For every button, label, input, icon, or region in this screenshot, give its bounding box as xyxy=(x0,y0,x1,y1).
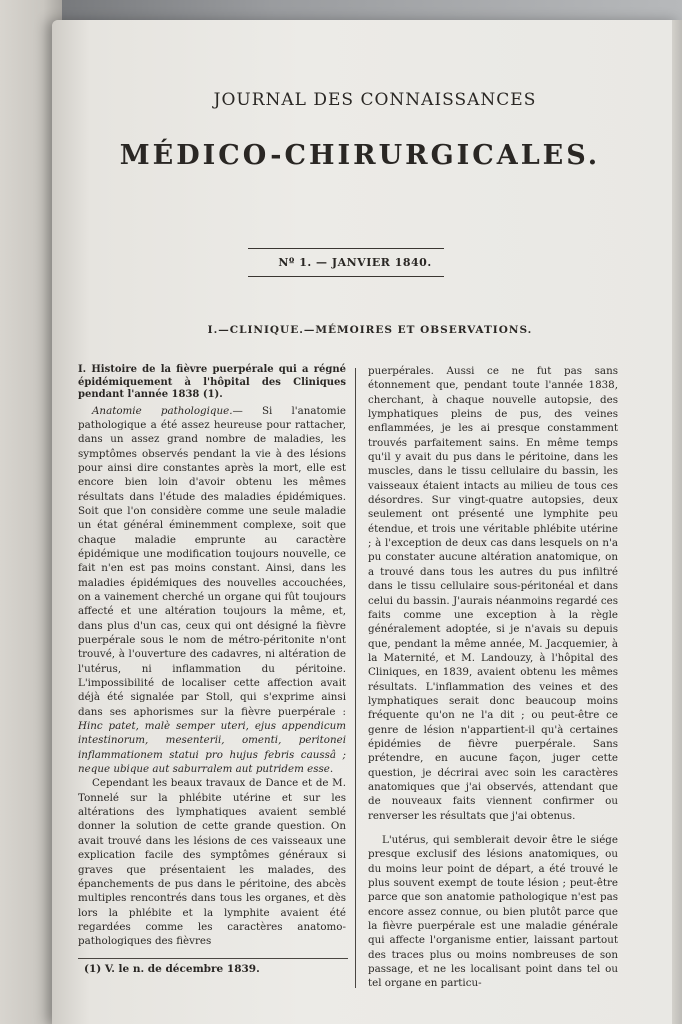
latin-quote: Hinc patet, malè semper uteri, ejus appendicum intestinorum, mesenterii, omenti, peritonei inflammationem statui pro hujus febris caussâ ; neque ubique aut saburralem aut putridem esse. xyxy=(78,720,346,776)
lead-phrase: Anatomie pathologique. xyxy=(92,404,233,417)
journal-name-line: JOURNAL DES CONNAISSANCES xyxy=(213,90,537,110)
paragraph: L'utérus, qui semblerait devoir être le siége presque exclusif des lésions anatomiques, ou du moins leur point de départ, a été trouvé le plus souvent exempt de toute lésion ; peut-être parce que son anatomie pathologique n'est pas encore assez connue, ou bien plutôt parce que la fièvre puerpérale est une maladie générale qui affecte l'organisme entier, laissant partout des traces plus ou moins nombreuses de son passage, et ne les localisant point dans tel ou tel organe en particu- xyxy=(368,834,618,990)
issue-number: Nº 1. — JANVIER 1840. xyxy=(278,256,432,269)
issue-rule-bottom xyxy=(248,276,444,277)
left-column xyxy=(78,364,346,949)
column-divider xyxy=(355,368,356,988)
footnote-rule xyxy=(78,958,348,959)
paragraph: Cependant les beaux travaux de Dance et de M. Tonnelé sur la phlébite utérine et sur les altérations des lymphatiques avaient semblé donner la solution de cette grande question. On avait trouvé dans les lésions de ces vaisseaux une explication facile des symptômes généraux si graves que présentaient les malades, des épanchements de pus dans le péritoine, des abcès multiples rencontrés dans tous les organes, et dès lors la phlébite et la lymphite avaient été regardées comme les caractères anatomo-pathologiques des fièvres xyxy=(78,777,346,948)
paragraph-gap xyxy=(368,823,618,833)
section-heading: I.—CLINIQUE.—MÉMOIRES ET OBSERVATIONS. xyxy=(207,324,533,336)
page-edge xyxy=(672,20,682,1024)
paragraph xyxy=(78,404,346,777)
paragraph: puerpérales. Aussi ce ne fut pas sans étonnement que, pendant toute l'année 1838, cherchant, à chaque nouvelle autopsie, des lymphatiques pleins de pus, des veines enflammées, je les ai presque constamment trouvés parfaitement sains. En même temps qu'il y avait du pus dans le péritoine, dans les muscles, dans le tissu cellulaire du bassin, les vaisseaux étaient intacts au milieu de tous ces désordres. Sur vingt-quatre autopsies, deux seulement ont présenté une lymphite peu étendue, et trois une véritable phlébite utérine ; à l'exception de deux cas dans lesquels on n'a pu constater aucune altération anatomique, on a trouvé dans tous les autres du pus infiltré dans le tissu cellulaire sous-péritonéal et dans celui du bassin. J'aurais néanmoins regardé ces faits comme une exception à la règle généralement adoptée, si je n'avais su depuis que, pendant la même année, M. Jacquemier, à la Maternité, et M. Landouzy, à l'hôpital des Cliniques, en 1839, avaient obtenu les mêmes résultats. L'inflammation des veines et des lymphatiques serait donc beaucoup moins fréquente qu'on ne l'a dit ; ou peut-être ce genre de lésion n'appartient-il qu'à certaines épidémies de fièvre puerpérale. Sans prétendre, en aucune façon, juger cette question, je décrirai avec soin les caractères anatomiques que j'ai observés, attendant que de nouveaux faits viennent confirmer ou renverser les résultats que j'ai obtenus. xyxy=(368,365,618,822)
paragraph-text: — Si l'anatomie pathologique a été assez heureuse pour rattacher, dans un assez grand nombre de maladies, les symptômes observés pendant la vie à des lésions pour ainsi dire constantes après la mort, elle est encore bien loin d'avoir obtenu les mêmes résultats dans l'étude des maladies épidémiques. Soit que l'on considère comme une seule maladie un état général éminemment complexe, soit que chaque maladie emprunte au caractère épidémique une modification toujours nouvelle, ce fait n'en est pas moins constant. Ainsi, dans les maladies épidémiques des nouvelles accouchées, on a vainement cherché un organe qui fût toujours affecté et une altération toujours la même, et, dans plus d'un cas, ceux qui ont désigné la fièvre puerpérale sous le nom de métro-péritonite n'ont trouvé, à l'ouverture des cadavres, ni altération de l'utérus, ni inflammation du péritoine. L'impossibilité de localiser cette affection avait déjà été signalée par Stoll, qui s'exprime ainsi dans ses aphorismes sur la fièvre puerpérale : xyxy=(78,404,346,718)
article-title: I. Histoire de la fièvre puerpérale qui a régné épidémiquement à l'hôpital des Cliniques pendant l'année 1838 (1). xyxy=(78,364,346,400)
footnote: (1) V. le n. de décembre 1839. xyxy=(84,963,260,975)
issue-rule-top xyxy=(248,248,444,249)
journal-title: MÉDICO-CHIRURGICALES. xyxy=(119,140,601,171)
right-column xyxy=(368,364,618,991)
